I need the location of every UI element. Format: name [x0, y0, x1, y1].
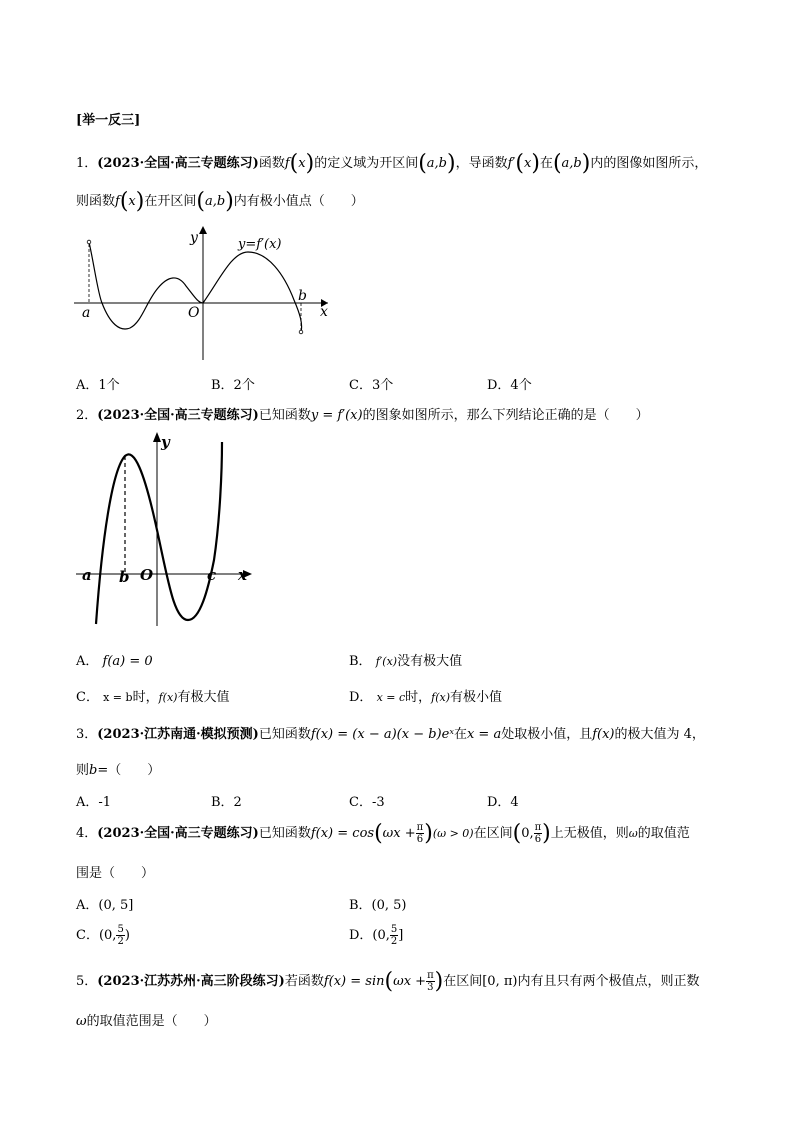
q1-interval: a,b	[204, 194, 226, 209]
q4-interval-fraction	[534, 822, 543, 845]
option-text: D．(0,	[349, 928, 390, 943]
q2-text: 已知函数	[258, 408, 311, 423]
y-label: y	[161, 433, 170, 451]
question-2-line-1	[76, 404, 649, 423]
q4-option-c[interactable]	[76, 924, 130, 947]
frac-num: π	[534, 822, 542, 833]
q5-text: 的取值范围是（ ）	[86, 1014, 217, 1029]
option-text: 有极大值	[177, 690, 230, 705]
q3-text: 在	[453, 727, 467, 742]
c-label: c	[207, 566, 217, 584]
option-text: C．(0,	[76, 928, 117, 943]
option-text: 没有极大值	[397, 654, 463, 669]
q3-formula: f(x) = (x − a)(x − b)eˣ	[310, 727, 454, 742]
q3-text: 则	[76, 763, 90, 778]
q1-func: f	[115, 194, 120, 209]
q2-option-a[interactable]	[76, 650, 153, 669]
option-letter: A．	[76, 654, 99, 669]
q3-option-d[interactable]: D．4	[487, 795, 519, 810]
option-formula: f(x)	[158, 691, 178, 704]
q1-option-d[interactable]: D．4个	[487, 378, 532, 393]
y-axis-arrow	[153, 432, 161, 442]
q1-option-c[interactable]: C．3个	[349, 378, 394, 393]
q1-text: 则函数	[76, 194, 116, 209]
question-3-line-2	[76, 759, 160, 778]
q5-number: 5．	[76, 974, 98, 989]
q1-text: 在开区间	[144, 194, 197, 209]
q2-text: 的图象如图所示，那么下列结论正确的是（ ）	[362, 408, 649, 423]
question-1-line-1: 1．(2023·全国·高三专题练习)函数f(x)的定义域为开区间(a,b)，导函数f′(x)在(a,b)内的图像如图所示，	[76, 151, 708, 176]
q1-source: (2023·全国·高三专题练习)	[97, 156, 259, 171]
q4-text: 已知函数	[258, 826, 311, 841]
q1-fprime: f′	[507, 156, 516, 171]
q1-number: 1．	[76, 156, 98, 171]
q3-option-c[interactable]: C．-3	[349, 795, 385, 810]
frac-den: 2	[390, 936, 398, 947]
q5-text: 在区间[0, π)内有且只有两个极值点，则正数	[443, 974, 700, 989]
q2-option-d[interactable]	[349, 686, 502, 705]
frac-num: 5	[117, 924, 124, 935]
question-3-line-1	[76, 723, 705, 742]
option-text: )	[124, 928, 130, 943]
q4-cond: (ω > 0)	[432, 827, 474, 840]
q4-source: (2023·全国·高三专题练习)	[97, 826, 259, 841]
q3-number: 3．	[76, 727, 98, 742]
q3-cond: x = a	[466, 727, 502, 742]
q1-text: 内有极小值点（ ）	[233, 194, 364, 209]
q2-option-c[interactable]	[76, 686, 229, 705]
q5-source: (2023·江苏苏州·高三阶段练习)	[97, 974, 285, 989]
origin-label: O	[188, 305, 200, 321]
b-label: b	[298, 288, 307, 304]
q4-option-b[interactable]: B．(0, 5)	[349, 898, 407, 913]
question-4-line-1: 4．(2023·全国·高三专题练习)已知函数f(x) = cos(ωx + $\frac{\pi}{6}$ )(ω > 0)在区间(0, $\frac{\pi}{6}$ )上无极值，则ω的取值范	[76, 821, 690, 846]
a-label: a	[82, 566, 92, 584]
q1-func: f	[284, 156, 290, 171]
q1-text: 内的图像如图所示，	[590, 156, 708, 171]
q3-source: (2023·江苏南通·模拟预测)	[97, 727, 259, 742]
q4-fraction	[416, 822, 425, 845]
option-text: 时，	[132, 690, 159, 705]
x-label: x	[320, 304, 328, 320]
q3-text: 处取极小值，且	[501, 727, 593, 742]
q3-var: b	[89, 763, 98, 778]
q4-interval: 0,	[521, 826, 534, 841]
frac-den: 6	[534, 834, 542, 845]
option-cond: x = c	[376, 691, 406, 704]
q1-text: 的定义域为开区间	[314, 156, 419, 171]
q1-option-b[interactable]: B．2个	[211, 378, 255, 393]
q1-var: x	[523, 156, 532, 171]
q4-text: 在区间	[473, 826, 513, 841]
q3-text: 已知函数	[258, 727, 311, 742]
section-header: [举一反三]	[76, 113, 141, 128]
question-1-line-2: 则函数f(x)在开区间(a,b)内有极小值点（ ）	[76, 189, 364, 214]
question-5-line-1: 5．(2023·江苏苏州·高三阶段练习)若函数f(x) = sin(ωx + $\frac{\pi}{3}$ )在区间[0, π)内有且只有两个极值点，则正数	[76, 969, 700, 994]
q4-number: 4．	[76, 826, 98, 841]
q5-omega: ω	[76, 1014, 87, 1029]
y-label: y	[190, 230, 198, 246]
option-formula: f(a) = 0	[102, 654, 153, 669]
q1-derivative-graph	[72, 224, 342, 366]
q5-fraction	[426, 970, 435, 993]
q1-text: 函数	[258, 156, 285, 171]
q2-source: (2023·全国·高三专题练习)	[97, 408, 259, 423]
q5-text: 若函数	[284, 974, 324, 989]
endpoint-b	[299, 330, 303, 334]
q3-option-a[interactable]: A．-1	[76, 795, 112, 810]
curve-label: y=f′(x)	[238, 237, 282, 252]
a-label: a	[82, 305, 91, 321]
q4-omega: ω	[628, 827, 638, 840]
frac-num: π	[416, 822, 424, 833]
option-formula: f′(x)	[375, 655, 398, 668]
derivative-curve	[96, 442, 222, 624]
x-label: x	[238, 566, 247, 584]
q1-text: 在	[539, 156, 553, 171]
q3-option-b[interactable]: B．2	[211, 795, 242, 810]
q4-formula: ωx +	[382, 826, 416, 841]
b-label: b	[119, 568, 130, 586]
endpoint-a	[87, 240, 91, 244]
q2-formula: y = f′(x)	[310, 408, 363, 423]
q1-interval: a,b	[426, 156, 448, 171]
q2-option-b[interactable]	[349, 650, 462, 669]
frac-den: 6	[416, 834, 424, 845]
q1-text: ，导函数	[455, 156, 508, 171]
option-letter: B．	[349, 654, 372, 669]
option-fraction	[116, 924, 124, 947]
option-letter: C．	[76, 690, 99, 705]
origin-label: O	[140, 566, 154, 584]
frac-den: 2	[117, 936, 124, 947]
option-text: 时，	[405, 690, 432, 705]
q2-number: 2．	[76, 408, 98, 423]
q4-option-d[interactable]	[349, 924, 403, 947]
option-cond: x = b	[103, 691, 133, 704]
q4-text: 的取值范	[637, 826, 690, 841]
question-4-line-2: 围是（ ）	[76, 866, 155, 881]
q5-formula: f(x) = sin	[323, 974, 385, 989]
q5-formula: ωx +	[393, 974, 427, 989]
option-formula: f(x)	[431, 691, 451, 704]
q1-option-a[interactable]: A．1个	[76, 378, 120, 393]
q1-interval: a,b	[561, 156, 582, 171]
option-text: ]	[398, 928, 404, 943]
q3-text: =（ ）	[97, 763, 161, 778]
frac-num: π	[427, 970, 434, 981]
q4-formula: f(x) = cos	[310, 826, 375, 841]
frac-num: 5	[390, 924, 398, 935]
q1-var: x	[298, 156, 306, 171]
q3-func: f(x)	[592, 727, 615, 742]
frac-den: 3	[427, 982, 434, 993]
q3-text: 的极大值为 4，	[614, 727, 705, 742]
q4-option-a[interactable]: A．(0, 5]	[76, 898, 134, 913]
option-letter: D．	[349, 690, 373, 705]
q2-derivative-graph	[76, 430, 256, 630]
q1-var: x	[128, 194, 136, 209]
y-axis-arrow	[199, 226, 207, 234]
option-text: 有极小值	[450, 690, 503, 705]
q4-text: 上无极值，则	[550, 826, 629, 841]
question-5-line-2	[76, 1010, 217, 1029]
